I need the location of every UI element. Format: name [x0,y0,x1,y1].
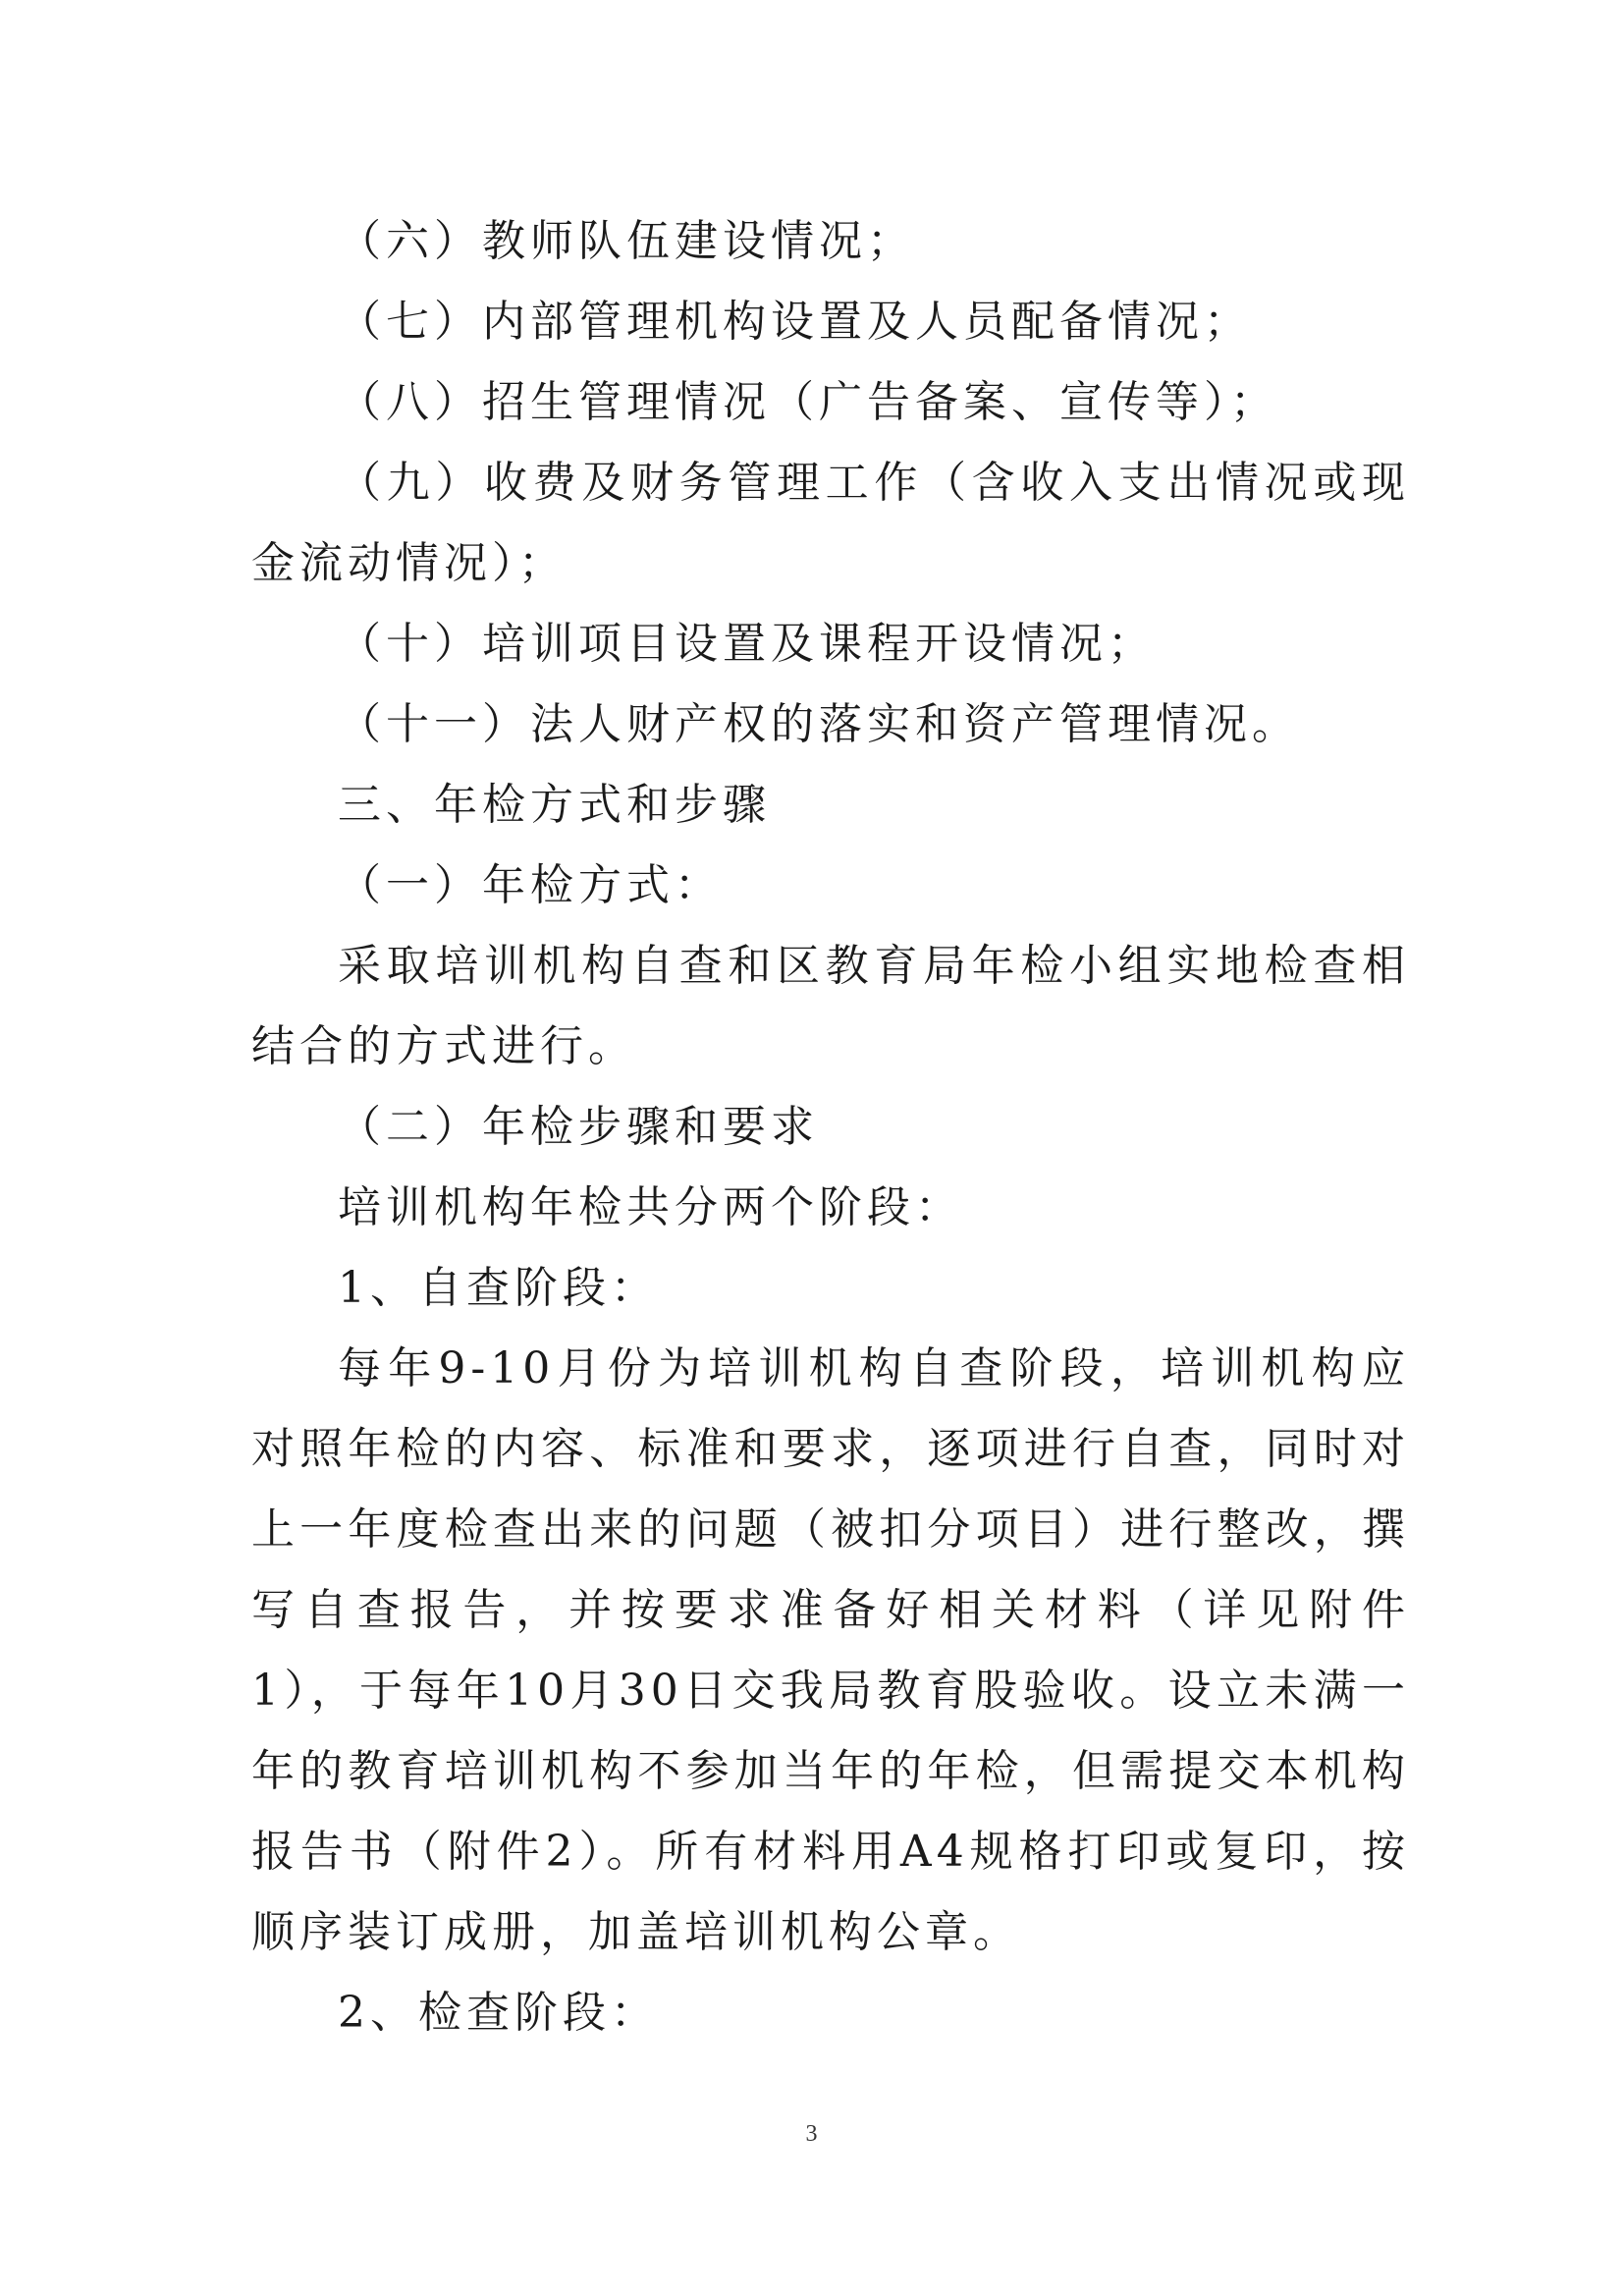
item-fees-finance: （九）收费及财务管理工作（含收入支出情况或现金流动情况）； [251,458,1410,588]
subheading-self-check: 1、自查阶段： [338,1263,659,1313]
subheading-inspection-stage: 2、检查阶段： [338,1988,659,2038]
item-teacher-team: （六）教师队伍建设情况； [338,216,915,266]
item-legal-property: （十一）法人财产权的落实和资产管理情况。 [338,699,1300,749]
document-body [251,201,1410,2053]
page-number: 3 [805,2121,818,2147]
item-enrollment-management: （八）招生管理情况（广告备案、宣传等）； [338,377,1278,427]
subheading-steps-requirements: （二）年检步骤和要求 [338,1102,819,1152]
section-heading-inspection-method: 三、年检方式和步骤 [338,780,771,830]
item-internal-management: （七）内部管理机构设置及人员配备情况； [338,297,1252,347]
paragraph-self-check-details: 每年9-10月份为培训机构自查阶段，培训机构应对照年检的内容、标准和要求，逐项进行自查，同时对上一年度检查出来的问题（被扣分项目）进行整改，撰写自查报告，并按要求准备好相关材料（详见附件1），于每年10月30日交我局教育股验收。设立未满一年的教育培训机构不参加当年的年检，但需提交本机构报告书（附件2）。所有材料用A4规格打印或复印，按顺序装订成册，加盖培训机构公章。 [251,1343,1410,1957]
item-training-projects: （十）培训项目设置及课程开设情况； [338,619,1156,669]
paragraph-two-stages: 培训机构年检共分两个阶段： [338,1182,963,1232]
paragraph-inspection-method: 采取培训机构自查和区教育局年检小组实地检查相结合的方式进行。 [251,941,1410,1071]
subheading-inspection-method: （一）年检方式： [338,860,723,910]
